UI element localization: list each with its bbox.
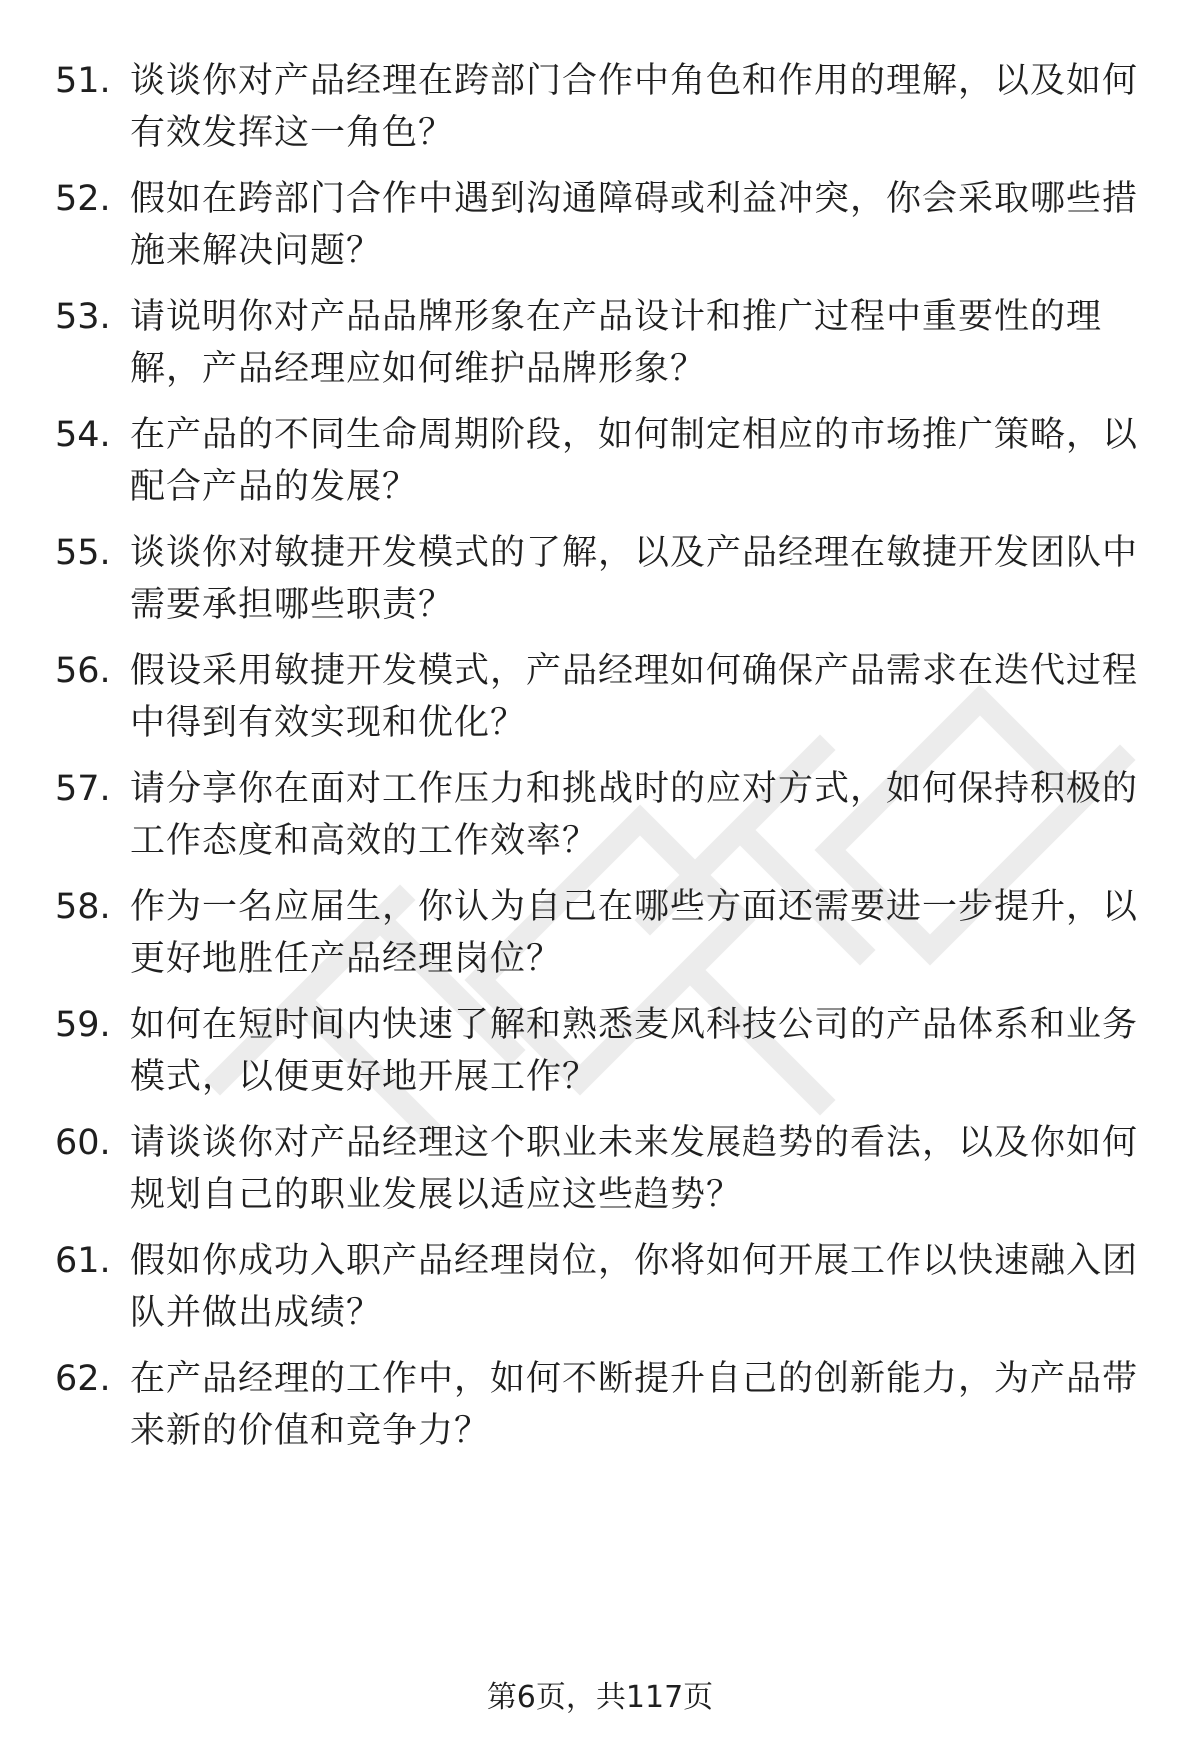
question-item: [55, 291, 1145, 411]
question-number: 51.: [55, 61, 111, 101]
question-text: 请谈谈你对产品经理这个职业未来发展趋势的看法，以及你如何规划自己的职业发展以适应这些趋势？: [130, 1123, 1139, 1215]
question-text: 谈谈你对产品经理在跨部门合作中角色和作用的理解，以及如何有效发挥这一角色？: [130, 61, 1139, 153]
question-item: [55, 1117, 1145, 1237]
question-item: [55, 881, 1145, 1001]
question-text: 假如在跨部门合作中遇到沟通障碍或利益冲突，你会采取哪些措施来解决问题？: [130, 179, 1139, 271]
question-item: [55, 763, 1145, 883]
question-text: 假如你成功入职产品经理岗位，你将如何开展工作以快速融入团队并做出成绩？: [130, 1241, 1139, 1333]
question-item: [55, 55, 1145, 175]
question-number: 57.: [55, 769, 111, 809]
page-footer: 第6页，共117页: [486, 1680, 714, 1715]
question-text: 在产品的不同生命周期阶段，如何制定相应的市场推广策略，以配合产品的发展？: [130, 415, 1139, 507]
question-number: 62.: [55, 1359, 111, 1399]
question-item: [55, 1235, 1145, 1355]
question-text: 在产品经理的工作中，如何不断提升自己的创新能力，为产品带来新的价值和竞争力？: [130, 1359, 1139, 1451]
question-item: [55, 173, 1145, 293]
question-item: [55, 999, 1145, 1119]
question-number: 55.: [55, 533, 111, 573]
question-number: 61.: [55, 1241, 111, 1281]
question-text: 请分享你在面对工作压力和挑战时的应对方式，如何保持积极的工作态度和高效的工作效率？: [130, 769, 1139, 861]
question-text: 谈谈你对敏捷开发模式的了解，以及产品经理在敏捷开发团队中需要承担哪些职责？: [130, 533, 1139, 625]
question-number: 54.: [55, 415, 111, 455]
question-text: 如何在短时间内快速了解和熟悉麦风科技公司的产品体系和业务模式，以便更好地开展工作？: [130, 1005, 1139, 1097]
question-item: [55, 527, 1145, 647]
question-item: [55, 645, 1145, 765]
question-item: [55, 409, 1145, 529]
question-number: 52.: [55, 179, 111, 219]
question-text: 作为一名应届生，你认为自己在哪些方面还需要进一步提升，以更好地胜任产品经理岗位？: [130, 887, 1139, 979]
question-number: 53.: [55, 297, 111, 337]
question-number: 58.: [55, 887, 111, 927]
question-number: 60.: [55, 1123, 111, 1163]
question-number: 56.: [55, 651, 111, 691]
question-number: 59.: [55, 1005, 111, 1045]
question-text: 请说明你对产品品牌形象在产品设计和推广过程中重要性的理解，产品经理应如何维护品牌形象？: [130, 297, 1103, 389]
question-item: [55, 1353, 1145, 1473]
question-text: 假设采用敏捷开发模式，产品经理如何确保产品需求在迭代过程中得到有效实现和优化？: [130, 651, 1139, 743]
